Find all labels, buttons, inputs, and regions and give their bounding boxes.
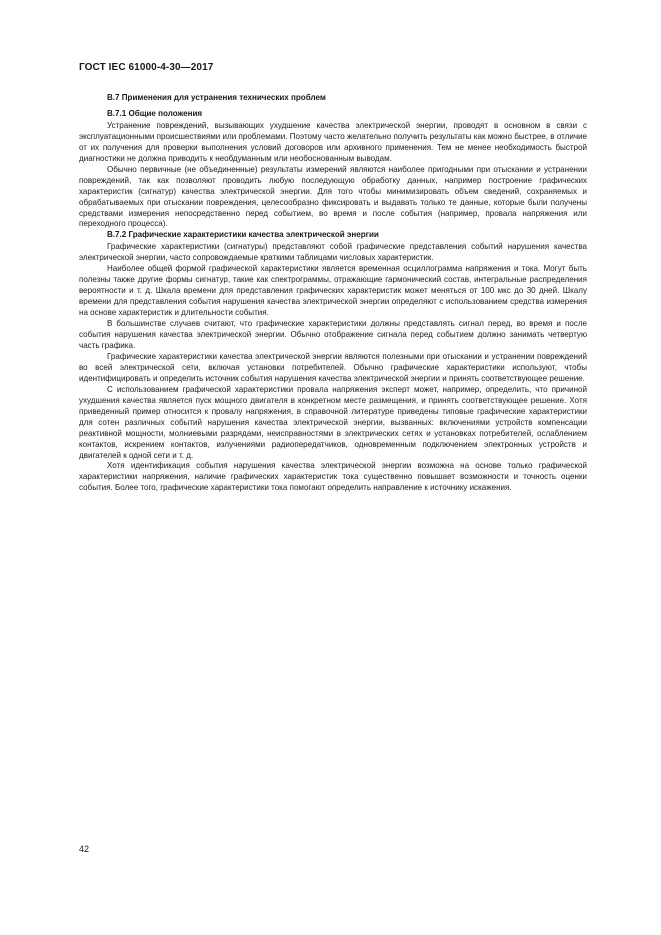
paragraph: Графические характеристики качества электрической энергии являются полезными при отыскании и устранении повреждений во всей электрической сети, включая установки потребителей. Обычно графические характеристики используют, чтобы идентифицировать и определить источник события нарушения качества электрической энергии и принять соответствующее решение.	[79, 351, 587, 383]
paragraph: Хотя идентификация события нарушения качества электрической энергии возможна на основе только графической характеристики напряжения, наличие графических характеристик тока существенно повышает возможности и точность оценки события. Более того, графические характеристики тока помогают определить направление к источнику искажения.	[79, 461, 587, 493]
paragraph: Графические характеристики (сигнатуры) представляют собой графические представления событий нарушения качества электрической энергии, часто сопровождаемые краткими таблицами числовых характеристик.	[79, 242, 587, 263]
page-number: 42	[79, 844, 90, 854]
subsection-heading-general: В.7.1 Общие положения	[107, 108, 203, 118]
paragraph: В большинстве случаев считают, что графические характеристики должны представлять сигнал перед, во время и после события нарушения качества электрической энергии. Обычно отображение сигнала перед событием должно занимать четвертую часть графика.	[79, 319, 587, 350]
document-body	[79, 93, 587, 494]
document-code-header: ГОСТ IEC 61000-4-30—2017	[79, 62, 214, 73]
paragraph: Обычно первичные (не объединенные) результаты измерений являются наиболее пригодными при отыскании и устранении повреждений, так как позволяют проводить любую последующую обработку данных, например построение графических характеристик (сигнатур) качества электрической энергии. Для того чтобы минимизировать объем сведений, сохраняемых и обрабатываемых при отыскании повреждения, целесообразно фиксировать и выдавать только те данные, которые были получены средствами измерения непосредственно перед событием, во время и после события (например, провала напряжения или переходного процесса).	[79, 164, 587, 229]
paragraph: Наиболее общей формой графической характеристики является временная осциллограмма напряжения и тока. Могут быть полезны также другие формы сигнатур, такие как спектрограммы, отражающие гармонический состав, интегральные распределения вероятности и т. д. Шкала времени для представления графических характеристик может меняться от 100 мкс до 30 дней. Шкалу времени для представления события нарушения качества электрической энергии определяют с использованием средства измерения на основе характеристик и длительности события.	[79, 264, 587, 318]
subsection-heading-signatures: В.7.2 Графические характеристики качества электрической энергии	[107, 230, 379, 240]
section-heading: В.7 Применения для устранения технических проблем	[107, 93, 326, 102]
paragraph: С использованием графической характеристики провала напряжения эксперт может, например, определить, что причиной ухудшения качества является пуск мощного двигателя в конкретном месте размещения, и принять соответствующее решение. Хотя приведенный пример относится к провалу напряжения, в справочной литературе приведены типовые графические характеристики для сотен различных событий нарушения качества электрической энергии, вызванных: включениями устройств компенсации реактивной мощности, молниевыми разрядами, неисправностями в электрических сетях и установках потребителей, ослаблением контактов, искрением контактов, излучениями радиопередатчиков, одновременным подключением электронных устройств и двигателей к одной сети и т. д.	[79, 384, 587, 460]
paragraph: Устранение повреждений, вызывающих ухудшение качества электрической энергии, проводят в основном в связи с эксплуатационными происшествиями или проблемами. Поэтому часто желательно получить результаты как можно быстрее, в отличие от их получения для проверки выполнения условий договоров или архивного применения. Тем не менее необходимость быстрой диагностики не должна приводить к необдуманным или необоснованным выводам.	[79, 120, 587, 163]
